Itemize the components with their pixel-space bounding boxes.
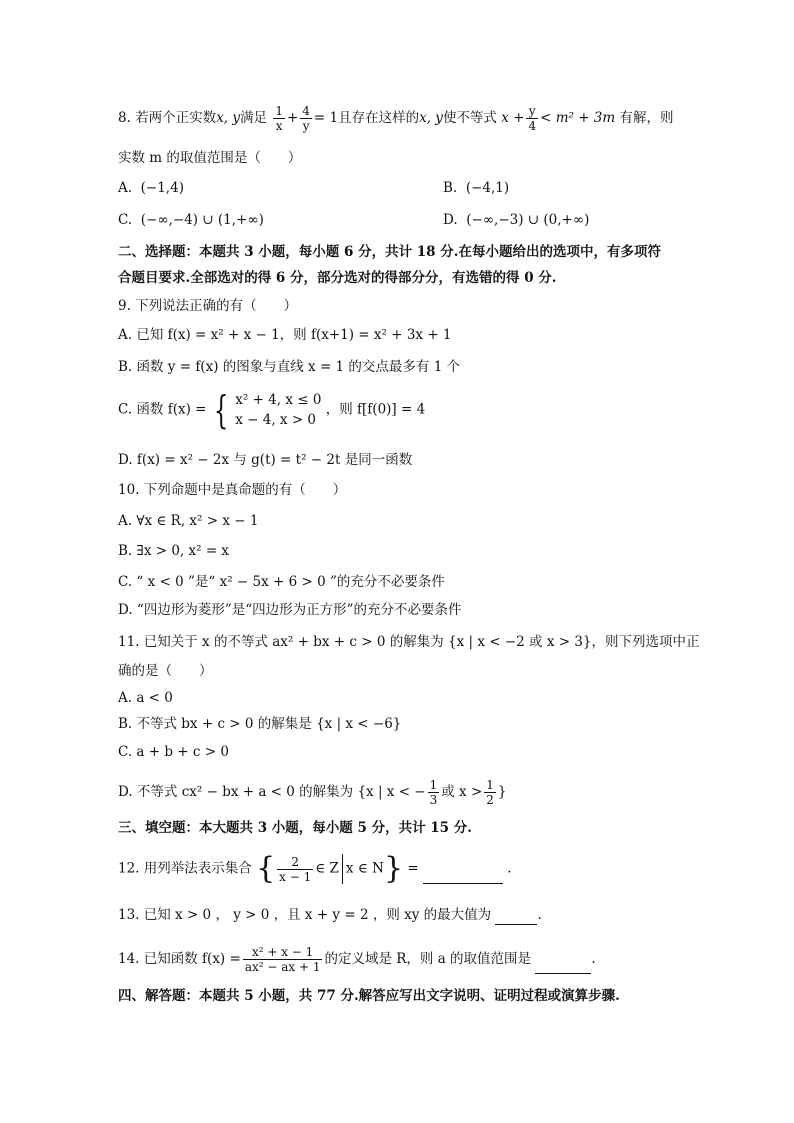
fraction-1-over-2: $\frac{1}{2}$ [486,778,494,807]
q8-option-d[interactable]: D. (−∞,−3) ∪ (0,+∞) [443,212,590,228]
fraction-y-over-4: $\frac{y}{4}$ [528,104,537,133]
q8-stem-line2: 实数 m 的取值范围是（ ） [118,150,302,166]
q8-option-b[interactable]: B. (−4,1) [443,180,510,196]
q8-stem-line1: 8. 若两个正实数x, y满足 $\frac{1}{x}$ + $\frac{4}{y}$ = 1且存在这样的x, y使不等式 x + $\frac{y}{4}$ < m² + 3m 有解，则 [118,104,674,133]
q12-stem: 12. 用列举法表示集合 { $\frac{2}{x - 1}$ ∈ Z x ∈ N} = . [118,851,512,886]
q13-answer-blank[interactable] [495,910,537,925]
q9-option-d[interactable]: D. f(x) = x² − 2x 与 g(t) = t² − 2t 是同一函数 [118,452,413,468]
left-brace: { [213,388,229,432]
q11-option-d[interactable]: D. 不等式 cx² − bx + a < 0 的解集为 {x | x < − $\frac{1}{3}$ 或 x > $\frac{1}{2}$ } [118,778,507,807]
q9-option-a[interactable]: A. 已知 f(x) = x² + x − 1，则 f(x+1) = x² + 3x + 1 [118,327,452,343]
fraction-1-over-x: $\frac{1}{x}$ [275,104,283,133]
q8-option-c[interactable]: C. (−∞,−4) ∪ (1,+∞) [118,212,264,228]
section-2-heading-line1: 二、选择题：本题共 3 小题，每小题 6 分，共计 18 分.在每小题给出的选项中，有多项符 [118,244,661,260]
q10-option-d[interactable]: D. “四边形为菱形”是“四边形为正方形”的充分不必要条件 [118,602,462,618]
left-brace: { [256,851,276,886]
q10-option-c[interactable]: C. “ x < 0 ”是“ x² − 5x + 6 > 0 ”的充分不必要条件 [118,574,445,590]
q9-option-c[interactable]: C. 函数 f(x) = { x² + 4, x ≤ 0 x − 4, x > 0 ，则 f[f(0)] = 4 [118,388,426,432]
fraction-4-over-y: $\frac{4}{y}$ [302,104,310,133]
q8-option-a[interactable]: A. (−1,4) [118,180,184,196]
q12-answer-blank[interactable] [423,869,503,884]
right-brace: } [383,851,404,886]
q11-option-b[interactable]: B. 不等式 bx + c > 0 的解集是 {x | x < −6} [118,716,402,732]
q13-stem: 13. 已知 x > 0 ， y > 0 ，且 x + y = 2 ，则 xy 的最大值为 . [118,907,542,923]
q8-number: 8. [118,110,131,126]
piecewise-cases: x² + 4, x ≤ 0 x − 4, x > 0 [235,392,322,428]
fraction-1-over-3: $\frac{1}{3}$ [429,778,438,807]
q11-stem-line1: 11. 已知关于 x 的不等式 ax² + bx + c > 0 的解集为 {x | x < −2 或 x > 3}，则下列选项中正 [118,634,700,650]
fraction-domain: $\frac{\text{x² + x − 1}}{\text{ax² − ax + 1}}$ [244,945,321,974]
q14-stem: 14. 已知函数 f(x) = $\frac{\text{x² + x − 1}}{\text{ax² − ax + 1}}$ 的定义域是 R，则 a 的取值范围是 . [118,945,596,974]
q10-option-a[interactable]: A. ∀x ∈ R, x² > x − 1 [118,513,259,529]
q9-option-b[interactable]: B. 函数 y = f(x) 的图象与直线 x = 1 的交点最多有 1 个 [118,359,461,375]
section-3-heading: 三、填空题：本大题共 3 小题，每小题 5 分，共计 15 分. [118,820,472,836]
fraction-2-over-x-minus-1: $\frac{2}{x - 1}$ [279,854,312,884]
q14-answer-blank[interactable] [535,959,591,974]
section-4-heading: 四、解答题：本题共 5 小题，共 77 分.解答应写出文字说明、证明过程或演算步骤. [118,988,620,1004]
q11-option-a[interactable]: A. a < 0 [118,690,173,706]
section-2-heading-line2: 合题目要求.全部选对的得 6 分，部分选对的得部分分，有选错的得 0 分. [118,270,557,286]
q10-stem: 10. 下列命题中是真命题的有（ ） [118,482,347,498]
q11-stem-line2: 确的是（ ） [118,663,213,679]
q10-option-b[interactable]: B. ∃x > 0, x² = x [118,543,230,559]
set-divider [342,854,343,884]
q11-option-c[interactable]: C. a + b + c > 0 [118,744,229,760]
q9-stem: 9. 下列说法正确的有（ ） [118,298,298,314]
